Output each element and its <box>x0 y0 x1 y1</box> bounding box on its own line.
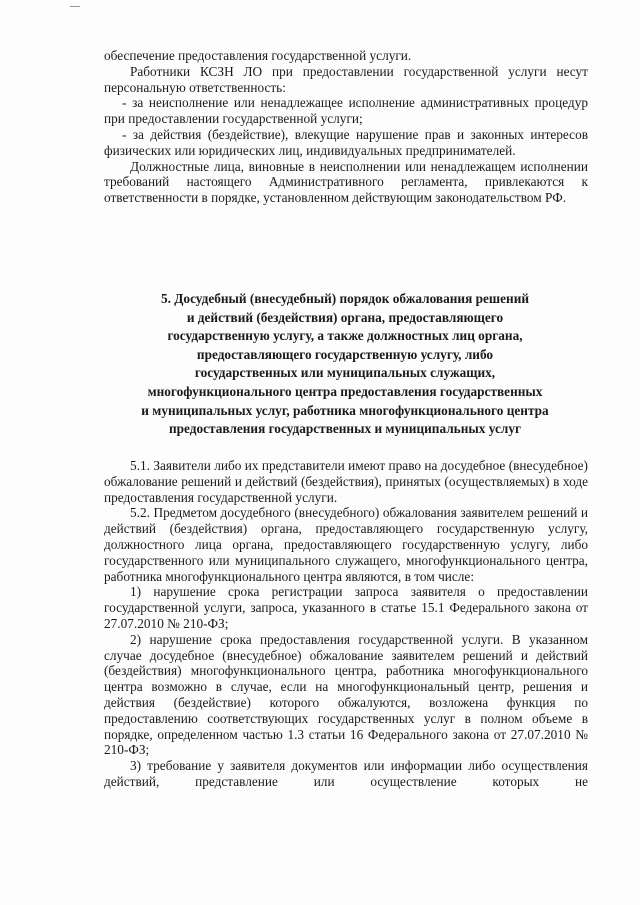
heading-line: многофункционального центра предоставления государственных <box>147 383 543 399</box>
heading-line: государственных или муниципальных служащих, <box>194 365 496 381</box>
paragraph-5-2: 5.2. Предметом досудебного (внесудебного) обжалования заявителем решений и действий (бездействия) органа, предоставляющего государственную услугу, должностного лица органа, предоставляющего государственную услугу, либо государственного или муниципального служащего, многофункционального центра, работника многофункционального центра являются, в том числе: <box>104 505 588 584</box>
bullet-failure: - за неисполнение или ненадлежащее исполнение административных процедур при предоставлении государственной услуги; <box>104 95 588 127</box>
section-5-body <box>104 458 588 790</box>
heading-line: государственную услугу, а также должностных лиц органа, <box>167 328 523 344</box>
list-item-3: 3) требование у заявителя документов или информации либо осуществления действий, представление или осуществление которых не <box>104 758 588 789</box>
paragraph-continuation: обеспечение предоставления государственной услуги. <box>104 48 412 63</box>
heading-line: предоставления государственных и муниципальных услуг <box>168 421 522 437</box>
section-5-heading <box>120 290 570 439</box>
bullet-actions: - за действия (бездействие), влекущие нарушение прав и законных интересов физических или юридических лиц, индивидуальных предпринимателей. <box>104 126 588 158</box>
paragraph-staff-responsibility: Работники КСЗН ЛО при предоставлении государственной услуги несут персональную ответственность: <box>104 63 588 95</box>
list-item-2: 2) нарушение срока предоставления государственной услуги. В указанном случае досудебное (внесудебное) обжалование заявителем решений и действий (бездействия) многофункционального центра, работника многофункционального центра возможно в случае, если на многофункциональный центр, решения и действия (бездействие) которого обжалуются, возложена функция по предоставлению соответствующих государственных услуг в полном объеме в порядке, определенном частью 1.3 статьи 16 Федерального закона от 27.07.2010 № 210-ФЗ; <box>104 631 588 758</box>
heading-line: и действий (бездействия) органа, предоставляющего <box>186 309 504 325</box>
scan-mark <box>70 6 80 7</box>
paragraph-officials-liability: Должностные лица, виновные в неисполнении или ненадлежащем исполнении требований настоящего Административного регламента, привлекаются к ответственности в порядке, установленном действующим законодательством РФ. <box>104 158 588 206</box>
paragraph-5-1: 5.1. Заявители либо их представители имеют право на досудебное (внесудебное) обжалование решений и действий (бездействия), принятых (осуществляемых) в ходе предоставления государственной услуги. <box>104 458 588 505</box>
list-item-1: 1) нарушение срока регистрации запроса заявителя о предоставлении государственной услуги, запроса, указанного в статье 15.1 Федерального закона от 27.07.2010 № 210-ФЗ; <box>104 584 588 631</box>
heading-line: предоставляющего государственную услугу, либо <box>196 346 494 362</box>
heading-line: и муниципальных услуг, работника многофункционального центра <box>141 402 549 418</box>
responsibility-section <box>104 48 588 206</box>
heading-line: 5. Досудебный (внесудебный) порядок обжалования решений <box>160 291 530 306</box>
